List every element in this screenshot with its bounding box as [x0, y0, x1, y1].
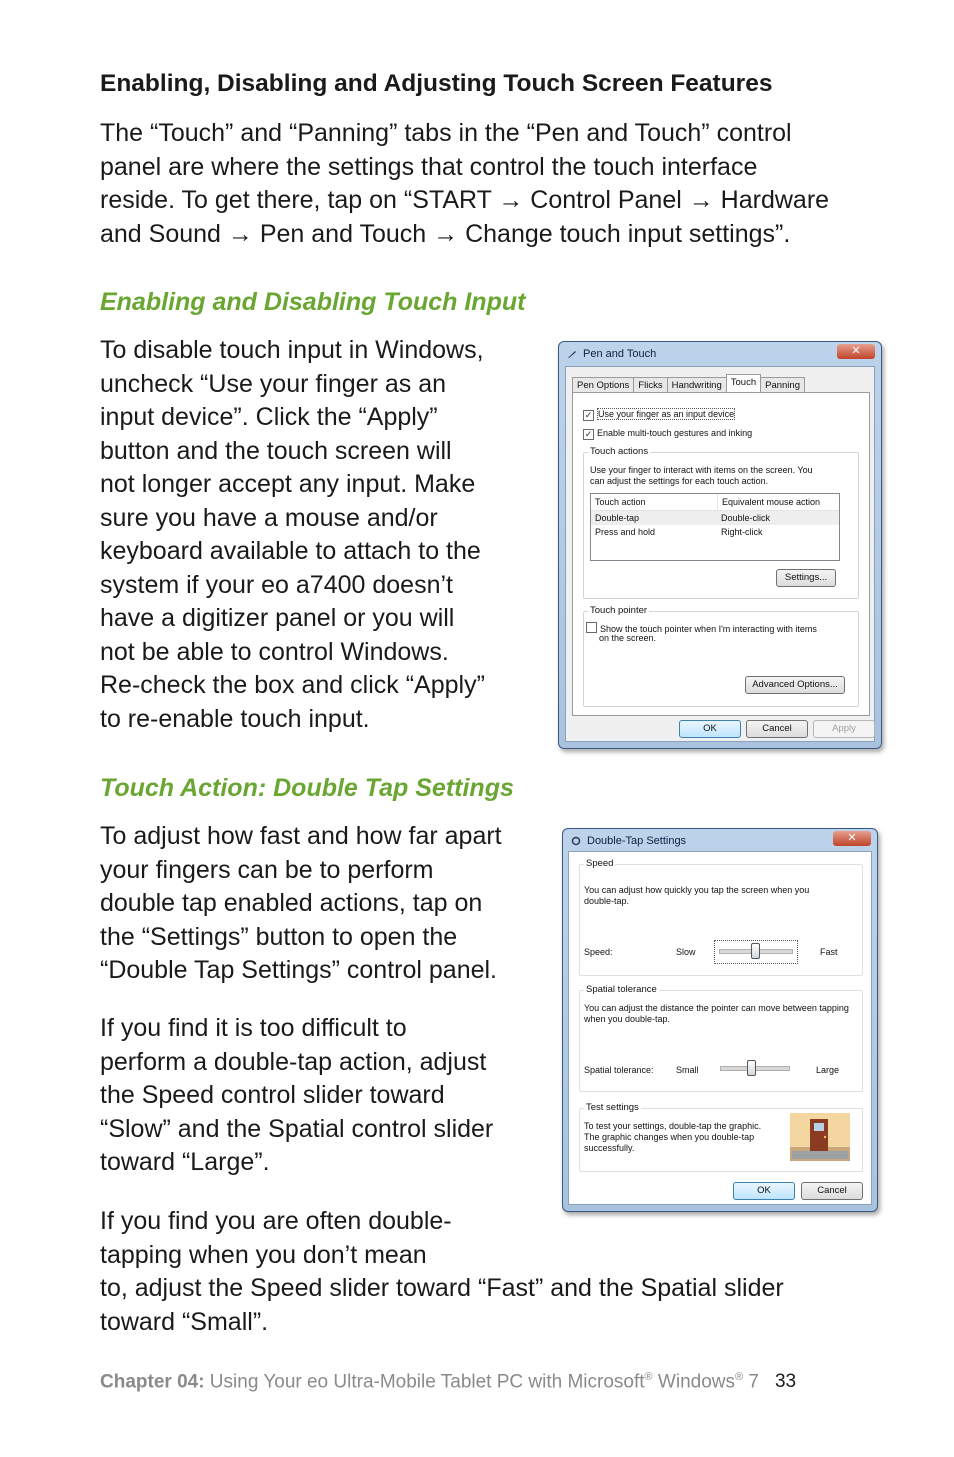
paragraph-line: the “Settings” button to open the [100, 922, 458, 951]
group-label: Touch pointer [590, 605, 648, 616]
row-mouse-action: Right-click [721, 527, 763, 537]
speed-group [579, 858, 863, 976]
paragraph-line: system if your eo a7400 doesn’t [100, 570, 453, 599]
column-header[interactable]: Equivalent mouse action [717, 494, 839, 510]
checkbox-label-continued: on the screen. [599, 633, 657, 643]
paragraph-line: not be able to control Windows. [100, 637, 449, 666]
footer-text: Using Your eo Ultra-Mobile Tablet PC with Microsoft [204, 1371, 645, 1393]
group-description: double-tap. [584, 896, 630, 906]
large-label: Large [816, 1065, 840, 1075]
touch-actions-group [583, 446, 859, 599]
double-tap-settings-window [562, 828, 878, 1212]
tab-flicks[interactable]: Flicks [633, 377, 667, 393]
finger-input-checkbox[interactable]: ✓ Use your finger as an input device [584, 409, 735, 420]
settings-button[interactable]: Settings... [776, 569, 836, 587]
multitouch-checkbox[interactable]: ✓ Enable multi-touch gestures and inking [584, 428, 753, 439]
slow-label: Slow [676, 947, 696, 957]
paragraph-line: perform a double-tap action, adjust [100, 1047, 487, 1076]
intro-line: and Sound → Pen and Touch → Change touch input settings”. [100, 219, 791, 248]
footer-text: Windows [652, 1371, 736, 1393]
touch-tab-panel [572, 392, 870, 716]
registered-mark: ® [644, 1371, 653, 1383]
group-label: Spatial tolerance [586, 984, 657, 995]
paragraph-line: uncheck “Use your finger as an [100, 369, 447, 398]
group-description: can adjust the settings for each touch action. [590, 476, 769, 486]
tab-panning[interactable]: Panning [760, 377, 805, 393]
spatial-slider-label: Spatial tolerance: [584, 1065, 654, 1075]
page-number: 33 [774, 1371, 797, 1393]
show-pointer-checkbox[interactable]: Show the touch pointer when I'm interacting with items [586, 622, 817, 635]
ok-button[interactable]: OK [733, 1182, 795, 1200]
pen-and-touch-window [558, 341, 882, 749]
close-button[interactable]: ✕ [833, 831, 871, 846]
checkbox-unchecked-icon [586, 622, 597, 633]
section-heading-touch-input: Enabling and Disabling Touch Input [100, 288, 526, 316]
fast-label: Fast [820, 947, 838, 957]
table-row[interactable] [591, 525, 839, 539]
paragraph-line: have a digitizer panel or you will [100, 604, 455, 632]
cancel-button[interactable]: Cancel [746, 720, 808, 738]
paragraph-line: to, adjust the Speed slider toward “Fast” and the Spatial slider [100, 1274, 784, 1302]
row-mouse-action: Double-click [721, 513, 771, 523]
intro-line: The “Touch” and “Panning” tabs in the “Pen and Touch” control [100, 119, 792, 147]
paragraph-line: sure you have a mouse and/or [100, 503, 438, 532]
paragraph-line: your fingers can be to perform [100, 855, 434, 884]
paragraph-line: toward “Small”. [100, 1307, 269, 1336]
paragraph-line: “Double Tap Settings” control panel. [100, 956, 497, 984]
paragraph-line: to re-enable touch input. [100, 704, 370, 733]
paragraph-line: If you find you are often double- [100, 1207, 452, 1235]
paragraph-line: “Slow” and the Spatial control slider [100, 1114, 494, 1143]
table-row[interactable] [591, 511, 839, 525]
spatial-tolerance-group [579, 984, 863, 1092]
group-description: successfully. [584, 1143, 635, 1153]
window-client [565, 366, 875, 742]
paragraph-line: tapping when you don’t mean [100, 1240, 427, 1269]
spatial-slider[interactable] [718, 1058, 792, 1080]
settings-icon [571, 836, 581, 846]
paragraph-line: button and the touch screen will [100, 436, 452, 465]
group-label: Touch actions [590, 446, 649, 457]
tab-pen-options[interactable]: Pen Options [572, 377, 634, 393]
apply-button[interactable]: Apply [813, 720, 875, 738]
ok-button[interactable]: OK [679, 720, 741, 738]
paragraph-line: not longer accept any input. Make [100, 470, 476, 498]
tab-handwriting[interactable]: Handwriting [667, 377, 727, 393]
cancel-button[interactable]: Cancel [801, 1182, 863, 1200]
group-description: You can adjust how quickly you tap the screen when you [584, 885, 810, 895]
touch-pointer-group [583, 605, 859, 707]
checkbox-checked-icon: ✓ [584, 410, 593, 420]
small-label: Small [676, 1065, 699, 1075]
section2-paragraph-2 [100, 1012, 550, 1180]
group-description: To test your settings, double-tap the graphic. [584, 1121, 762, 1131]
page-heading: Enabling, Disabling and Adjusting Touch Screen Features [100, 70, 773, 97]
paragraph-line: toward “Large”. [100, 1148, 270, 1176]
window-title: Pen and Touch [583, 348, 657, 360]
speed-slider[interactable] [714, 940, 798, 964]
section2-paragraph-1 [100, 820, 550, 988]
speed-slider-label: Speed: [584, 947, 613, 957]
group-label: Speed [586, 858, 614, 869]
intro-line: reside. To get there, tap on “START → Control Panel → Hardware [100, 186, 830, 214]
slider-thumb[interactable] [747, 1060, 756, 1076]
window-title: Double-Tap Settings [587, 835, 687, 847]
section-heading-double-tap: Touch Action: Double Tap Settings [100, 774, 514, 802]
paragraph-line: To disable touch input in Windows, [100, 336, 484, 364]
page-footer [100, 1371, 796, 1393]
paragraph-line: double tap enabled actions, tap on [100, 889, 483, 917]
row-action: Double-tap [595, 513, 640, 523]
registered-mark: ® [735, 1371, 744, 1383]
group-label: Test settings [586, 1102, 639, 1113]
slider-thumb[interactable] [751, 943, 760, 959]
group-description: Use your finger to interact with items on the screen. You [590, 465, 813, 475]
test-door-graphic-icon[interactable] [790, 1113, 850, 1161]
footer-chapter: Chapter 04: [100, 1371, 205, 1393]
touch-actions-list [590, 493, 840, 561]
section1-paragraph [100, 334, 540, 736]
row-action: Press and hold [595, 527, 656, 537]
paragraph-line: To adjust how fast and how far apart [100, 822, 502, 850]
list-header [591, 494, 839, 511]
group-description: The graphic changes when you double-tap [584, 1132, 755, 1142]
paragraph-line: Re-check the box and click “Apply” [100, 671, 485, 699]
test-settings-group [579, 1102, 863, 1172]
intro-line: panel are where the settings that control the touch interface [100, 152, 758, 181]
footer-text: 7 [743, 1371, 759, 1393]
group-description: You can adjust the distance the pointer can move between tapping [584, 1003, 849, 1013]
advanced-options-button[interactable]: Advanced Options... [745, 676, 845, 694]
pen-icon [567, 349, 577, 359]
paragraph-line: keyboard available to attach to the [100, 537, 481, 565]
paragraph-line: input device”. Click the “Apply” [100, 403, 438, 431]
checkbox-checked-icon: ✓ [584, 429, 593, 439]
group-description: when you double-tap. [584, 1014, 671, 1024]
intro-paragraph [100, 117, 900, 251]
tab-touch[interactable]: Touch [726, 374, 761, 393]
column-header[interactable]: Touch action [595, 497, 646, 507]
window-client [568, 851, 872, 1205]
section2-paragraph-3 [100, 1205, 900, 1339]
paragraph-line: the Speed control slider toward [100, 1081, 445, 1109]
paragraph-line: If you find it is too difficult to [100, 1014, 407, 1042]
close-button[interactable]: ✕ [837, 344, 875, 359]
